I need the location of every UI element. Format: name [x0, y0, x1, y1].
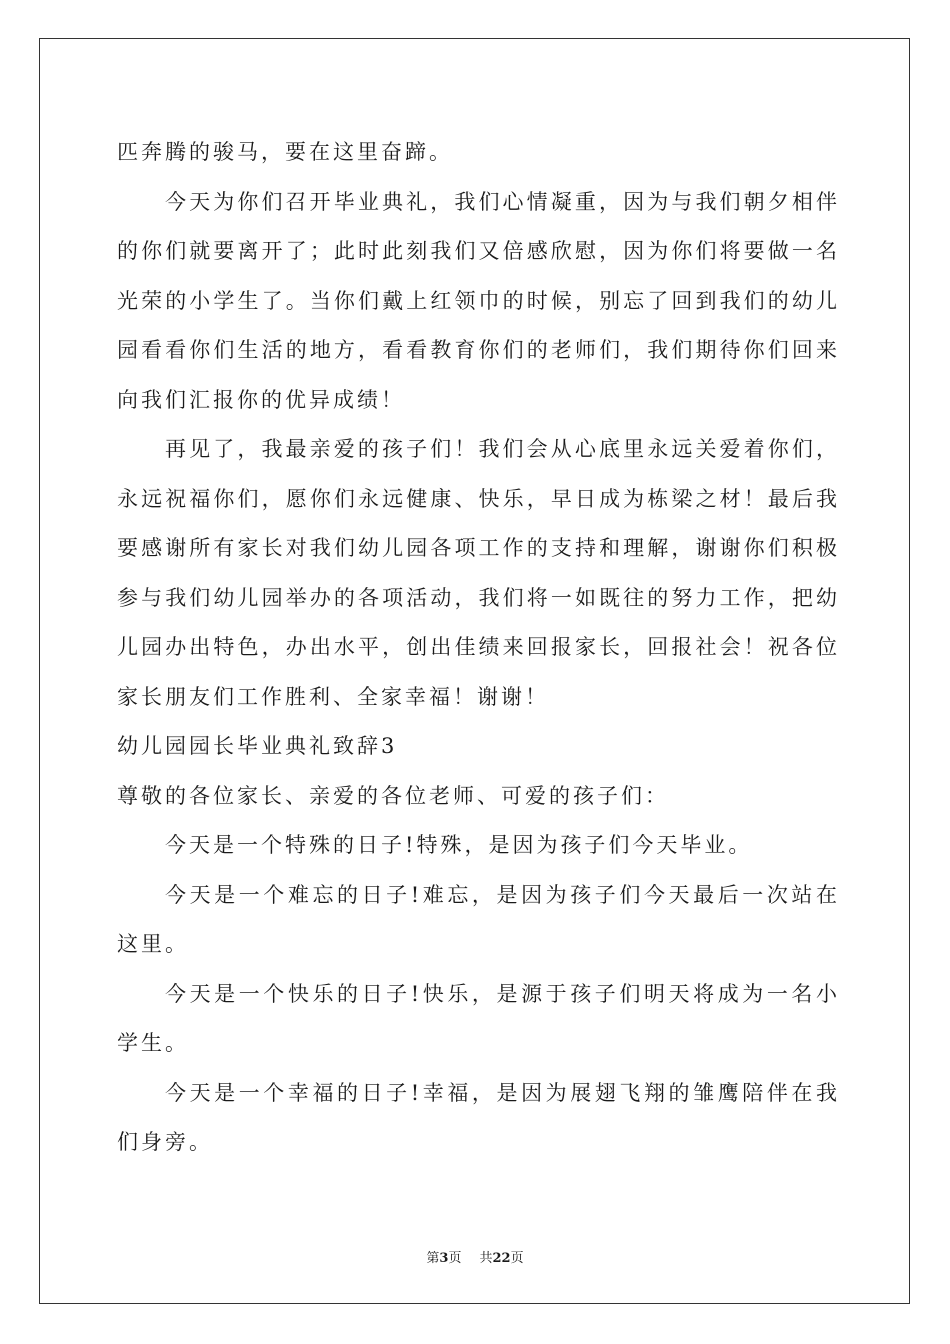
text-line: 们身旁。 [117, 1130, 213, 1154]
text-line: 学生。 [117, 1031, 189, 1055]
section-heading: 幼儿园园长毕业典礼致辞3 [117, 734, 398, 758]
footer-total-prefix: 共 [479, 1251, 493, 1266]
page-footer [0, 1247, 950, 1266]
text-line: 的你们就要离开了；此时此刻我们又倍感欣慰，因为你们将要做一名 [117, 239, 837, 263]
text-line: 今天是一个难忘的日子!难忘，是因为孩子们今天最后一次站在 [165, 882, 837, 907]
text-line: 参与我们幼儿园举办的各项活动，我们将一如既往的努力工作，把幼 [117, 585, 837, 610]
text-line: 今天为你们召开毕业典礼，我们心情凝重，因为与我们朝夕相伴 [165, 189, 837, 214]
text-line: 这里。 [117, 932, 189, 956]
salutation: 尊敬的各位家长、亲爱的各位老师、可爱的孩子们： [117, 783, 669, 808]
footer-total-suffix: 页 [510, 1251, 524, 1266]
text-line: 永远祝福你们，愿你们永远健康、快乐，早日成为栋梁之材！最后我 [117, 486, 837, 511]
text-line: 再见了，我最亲爱的孩子们！我们会从心底里永远关爱着你们， [165, 437, 837, 461]
text-line: 今天是一个幸福的日子!幸福，是因为展翅飞翔的雏鹰陪伴在我 [165, 1080, 837, 1105]
footer-page-suffix: 页 [448, 1251, 462, 1266]
text-line: 匹奔腾的骏马，要在这里奋蹄。 [117, 140, 453, 164]
text-line: 儿园办出特色，办出水平，创出佳绩来回报家长，回报社会！祝各位 [117, 635, 837, 659]
text-line: 今天是一个快乐的日子!快乐，是源于孩子们明天将成为一名小 [165, 981, 837, 1006]
text-line: 园看看你们生活的地方，看看教育你们的老师们，我们期待你们回来 [117, 338, 837, 362]
text-line: 要感谢所有家长对我们幼儿园各项工作的支持和理解，谢谢你们积极 [117, 536, 837, 560]
total-pages-number: 22 [492, 1251, 511, 1266]
footer-prefix: 第 [426, 1251, 440, 1266]
text-line: 今天是一个特殊的日子!特殊，是因为孩子们今天毕业。 [165, 833, 753, 857]
text-line: 家长朋友们工作胜利、全家幸福！谢谢！ [117, 684, 549, 709]
document-body [117, 128, 837, 1168]
current-page-number: 3 [439, 1251, 449, 1266]
text-line: 向我们汇报你的优异成绩！ [117, 387, 405, 412]
text-line: 光荣的小学生了。当你们戴上红领巾的时候，别忘了回到我们的幼儿 [117, 288, 837, 313]
